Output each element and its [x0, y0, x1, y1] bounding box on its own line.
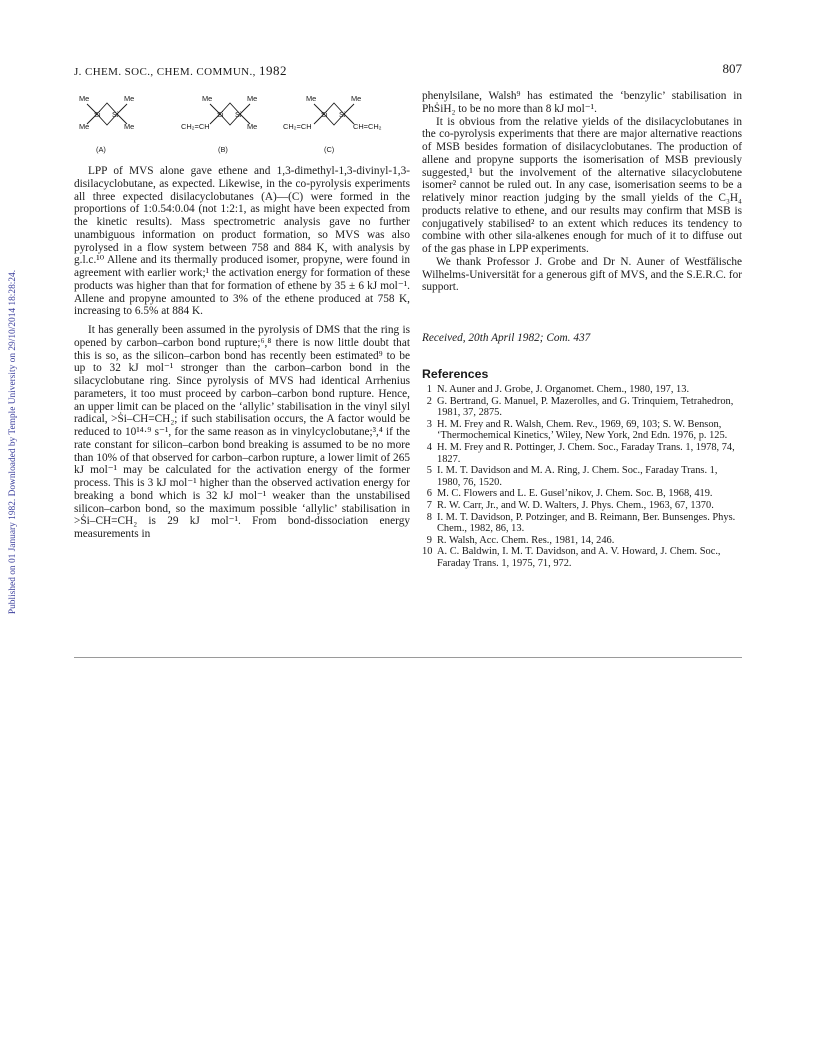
- structure-b-si-right: Si: [235, 110, 242, 119]
- structure-c-bottom-right: CH=CH₂: [353, 122, 382, 131]
- references-list: [422, 384, 742, 570]
- structure-a-si-right: Si: [112, 110, 119, 119]
- references-heading: References: [422, 367, 489, 381]
- paragraph-lpp-results: LPP of MVS alone gave ethene and 1,3-dimethyl-1,3-divinyl-1,3-disilacyclobutane, as expected. Likewise, in the co-pyrolysis experiments all three expected disilacyclobutanes (A)—(C) were formed in the proportions of 1:0.54:0.04 (not 1:2:1, as might have been expected from the kinetic results). Mass spectrometric analysis gave no further unambiguous information on product formation, so MVS was also pyrolysed in a flow system between 758 and 884 K, with analysis by g.l.c.¹⁰ Allene and its thermally produced isomer, propyne, were found in agreement with earlier work;¹ the activation energy for formation of these products was higher than that for formation of ethene by 35 ± 6 kJ mol⁻¹. Allene and propyne amounted to 3% of the ethene produced at 758 K, increasing to 6.5% at 884 K.: [74, 165, 410, 318]
- structure-c-bottom-left: CH₂=CH: [283, 122, 312, 131]
- download-watermark-text: Published on 01 January 1982. Downloaded by Temple University on 29/10/2014 18:28:24.: [8, 269, 18, 615]
- structure-b-bottom-right: Me: [247, 122, 258, 131]
- structure-c-label: (C): [324, 145, 335, 154]
- structure-a-si-left: Si: [94, 110, 101, 119]
- reference-item: 9 R. Walsh, Acc. Chem. Res., 1981, 14, 246.: [426, 534, 615, 546]
- structure-b-top-left: Me: [202, 94, 213, 103]
- running-header: [74, 63, 287, 79]
- footer-rule: [74, 657, 742, 658]
- structure-c-top-left: Me: [306, 94, 317, 103]
- paragraph-ring-opening: It has generally been assumed in the pyrolysis of DMS that the ring is opened by carbon–carbon bond rupture;⁶,⁸ there is now little doubt that this is so, as the silicon–carbon bond has recently been estimated⁹ to be up to 32 kJ mol⁻¹ stronger than the carbon–carbon bond in the silacyclobutane ring. Since pyrolysis of MVS had identical Arrhenius parameters, it too must proceed by carbon–carbon bond rupture. Hence, an upper limit can be placed on the ‘allylic’ stabilisation in the vinyl silyl radical, >Ṡi–CH=CH₂; if such stabilisation occurs, the A factor would be reduced to 10¹⁴·⁹ s⁻¹, for the same reason as in vinylcyclobutane;³,⁴ if the rate constant for silicon–carbon bond breaking is assumed to be no more than 10% of that observed for carbon–carbon rupture, a lower limit of 265 kJ mol⁻¹ may be calculated for the activation energy of the former process. This is 3 kJ mol⁻¹ higher than the observed activation energy for breaking a bond which is 32 kJ mol⁻¹ weaker than the unstabilised silicon–carbon bond, so the maximum possible ‘allylic’ stabilisation in >Ṡi–CH=CH₂ is 29 kJ mol⁻¹. From bond-dissociation energy measurements in: [74, 324, 410, 540]
- structure-a-top-right: Me: [124, 94, 135, 103]
- paragraph-continued: phenylsilane, Walsh⁹ has estimated the ‘benzylic’ stabilisation in PhṠiH₂ to be no more than 8 kJ mol⁻¹.: [422, 90, 742, 115]
- structure-b-si-left: Si: [217, 110, 224, 119]
- paragraph-relative-yields: It is obvious from the relative yields of the disilacyclobutanes in the co-pyrolysis experiments that there are major alternative reactions of MSB besides formation of disilacyclobutanes. The production of allene and propyne supports the isomerisation of MSB previously suggested,¹ but the involvement of the alternative silacyclobutene isomer² cannot be ruled out. In any case, isomerisation seems to be a relatively minor reaction judging by the small yields of the C₃H₄ products relative to ethene, and our results may confirm that MSB is conjugatively stabilised² to an extent which reduces its tendency to combine with other sila-alkenes enough for much of it to diffuse out of the gas phase in LPP experiments.: [422, 115, 742, 255]
- journal-year: 1982: [258, 63, 287, 78]
- structure-c-si-right: Si: [339, 110, 346, 119]
- reference-item: 8 I. M. T. Davidson, P. Potzinger, and B. Reimann, Ber. Bunsenges. Phys. Chem., 1982, 86, 13.: [426, 511, 736, 535]
- received-date: Received, 20th April 1982; Com. 437: [422, 332, 591, 344]
- left-column: [74, 165, 410, 541]
- page-number: 807: [722, 61, 742, 76]
- structure-a-bottom-left: Me: [79, 122, 90, 131]
- download-watermark: [2, 248, 24, 636]
- paragraph-acknowledgement: We thank Professor J. Grobe and Dr N. Auner of Westfälische Wilhelms-Universität for a generous gift of MVS, and the S.E.R.C. for support.: [422, 255, 742, 294]
- structure-a-bottom-right: Me: [124, 122, 135, 131]
- chemical-structures: [74, 90, 410, 162]
- reference-item: 6 M. C. Flowers and L. E. Gusel’nikov, J. Chem. Soc. B, 1968, 419.: [426, 488, 713, 500]
- reference-item: 4 H. M. Frey and R. Pottinger, J. Chem. Soc., Faraday Trans. 1, 1978, 74, 1827.: [426, 441, 735, 465]
- right-column: [422, 90, 742, 294]
- structure-c-top-right: Me: [351, 94, 362, 103]
- reference-item: 3 H. M. Frey and R. Walsh, Chem. Rev., 1969, 69, 103; S. W. Benson, ‘Thermochemical Kinetics,’ Wiley, New York, 2nd Edn. 1976, p. 125.: [426, 418, 728, 442]
- structure-c: [283, 94, 382, 154]
- reference-item: 7 R. W. Carr, Jr., and W. D. Walters, J. Phys. Chem., 1963, 67, 1370.: [426, 499, 714, 511]
- reference-item: 1 N. Auner and J. Grobe, J. Organomet. Chem., 1980, 197, 13.: [426, 384, 690, 395]
- reference-item: 2 G. Bertrand, G. Manuel, P. Mazerolles, and G. Trinquiem, Tetrahedron, 1981, 37, 2875.: [426, 395, 734, 419]
- structure-c-si-left: Si: [321, 110, 328, 119]
- structure-b-bottom-left: CH₂=CH: [181, 122, 210, 131]
- reference-item: 5 I. M. T. Davidson and M. A. Ring, J. Chem. Soc., Faraday Trans. 1, 1980, 76, 1520.: [426, 465, 718, 488]
- structure-b-top-right: Me: [247, 94, 258, 103]
- disilacyclobutane-structures-figure: [74, 90, 410, 162]
- reference-item: 10 A. C. Baldwin, I. M. T. Davidson, and A. V. Howard, J. Chem. Soc., Faraday Trans. 1, 1975, 71, 972.: [422, 546, 721, 569]
- structure-b-label: (B): [218, 145, 228, 154]
- structure-a: [79, 94, 134, 154]
- structure-b: [181, 94, 257, 154]
- structure-a-top-left: Me: [79, 94, 90, 103]
- structure-a-label: (A): [96, 145, 106, 154]
- journal-name: J. CHEM. SOC., CHEM. COMMUN.,: [74, 66, 256, 78]
